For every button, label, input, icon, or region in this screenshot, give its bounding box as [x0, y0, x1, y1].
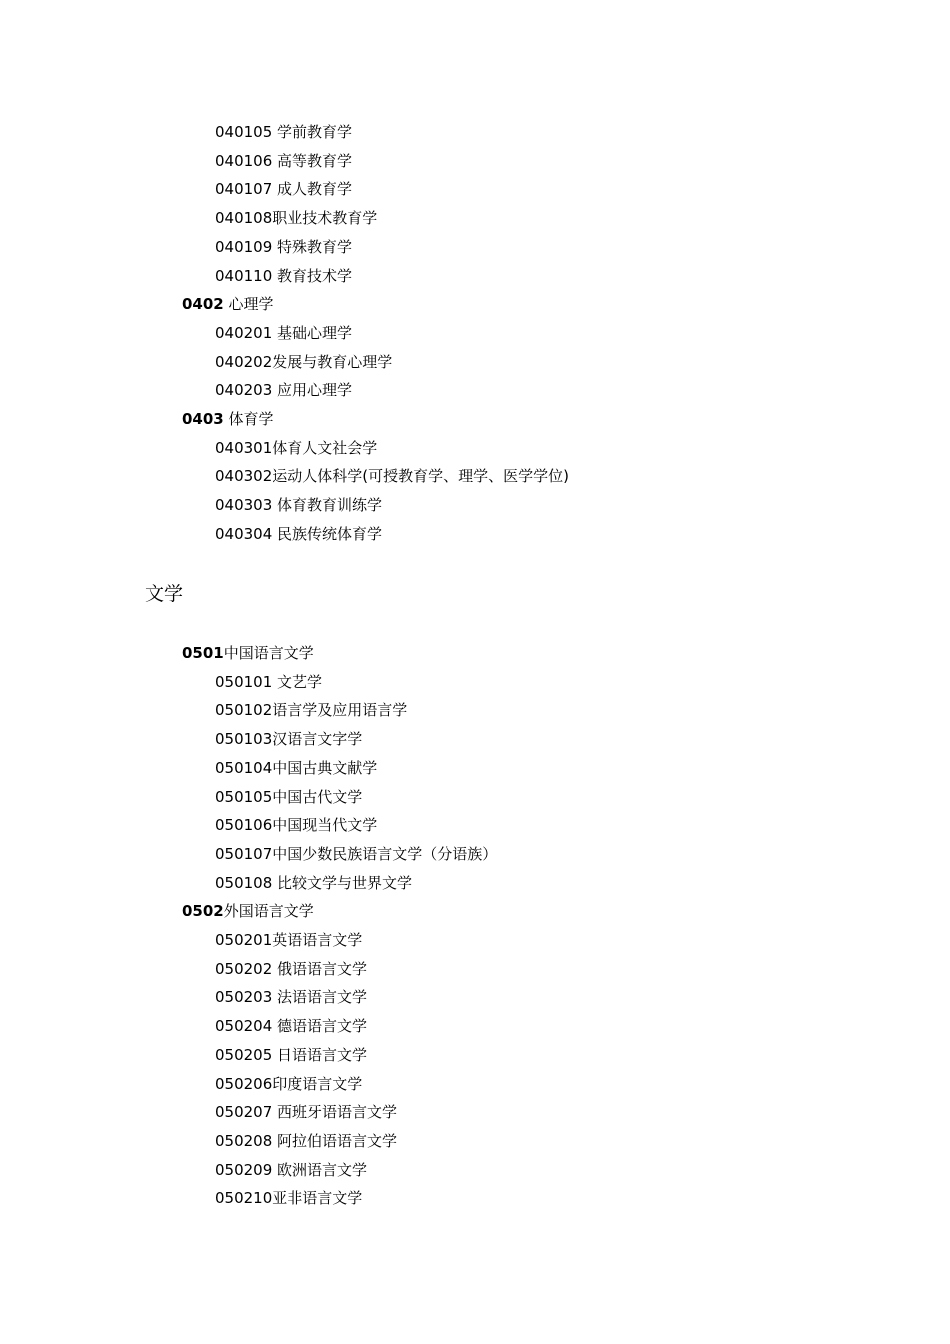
discipline-code: 040202 [215, 353, 273, 371]
discipline-item-row [215, 987, 367, 1007]
discipline-name: 学前教育学 [272, 123, 353, 141]
discipline-code: 040107 [215, 180, 273, 198]
discipline-name: 中国古典文献学 [272, 759, 378, 777]
discipline-name: 体育人文社会学 [272, 439, 378, 457]
discipline-name: 应用心理学 [272, 381, 353, 399]
discipline-code: 040110 [215, 267, 273, 285]
discipline-item-row [215, 151, 352, 171]
discipline-code: 050207 [215, 1103, 273, 1121]
discipline-group-row [182, 409, 274, 429]
discipline-code: 0501 [182, 644, 224, 662]
discipline-item-row [215, 466, 569, 486]
discipline-code: 040302 [215, 467, 273, 485]
discipline-name: 欧洲语言文学 [272, 1161, 368, 1179]
discipline-item-row [215, 959, 367, 979]
discipline-item-row [215, 524, 382, 544]
discipline-item-row [215, 1102, 397, 1122]
discipline-code: 040304 [215, 525, 273, 543]
section-title: 文学 [145, 583, 184, 605]
discipline-name: 中国现当代文学 [272, 816, 378, 834]
discipline-item-row [215, 672, 322, 692]
discipline-code: 050101 [215, 673, 273, 691]
discipline-name: 教育技术学 [272, 267, 353, 285]
discipline-item-row [215, 700, 407, 720]
discipline-code: 040303 [215, 496, 273, 514]
discipline-code: 050107 [215, 845, 273, 863]
discipline-name: 日语语言文学 [272, 1046, 368, 1064]
discipline-item-row [215, 1016, 367, 1036]
discipline-name: 中国少数民族语言文学（分语族） [272, 845, 498, 863]
discipline-name: 体育学 [223, 410, 274, 428]
discipline-name: 亚非语言文学 [272, 1189, 363, 1207]
discipline-item-row [215, 208, 377, 228]
discipline-code: 050104 [215, 759, 273, 777]
discipline-code: 050205 [215, 1046, 273, 1064]
discipline-code: 050202 [215, 960, 273, 978]
discipline-item-row [215, 758, 377, 778]
discipline-item-row [215, 266, 352, 286]
discipline-item-row [215, 495, 382, 515]
discipline-name: 西班牙语语言文学 [272, 1103, 398, 1121]
discipline-name: 基础心理学 [272, 324, 353, 342]
discipline-name: 心理学 [223, 295, 274, 313]
discipline-item-row [215, 787, 362, 807]
discipline-name: 成人教育学 [272, 180, 353, 198]
discipline-name: 印度语言文学 [272, 1075, 363, 1093]
discipline-name: 高等教育学 [272, 152, 353, 170]
discipline-item-row [215, 844, 497, 864]
discipline-item-row [215, 729, 362, 749]
discipline-name: 英语语言文学 [272, 931, 363, 949]
discipline-item-row [215, 323, 352, 343]
discipline-name: 阿拉伯语语言文学 [272, 1132, 398, 1150]
discipline-item-row [215, 179, 352, 199]
discipline-name: 民族传统体育学 [272, 525, 383, 543]
discipline-code: 0402 [182, 295, 224, 313]
discipline-code: 040106 [215, 152, 273, 170]
discipline-code: 0403 [182, 410, 224, 428]
discipline-item-row [215, 380, 352, 400]
discipline-code: 040203 [215, 381, 273, 399]
discipline-name: 体育教育训练学 [272, 496, 383, 514]
discipline-name: 职业技术教育学 [272, 209, 378, 227]
discipline-item-row [215, 1131, 397, 1151]
discipline-code: 040109 [215, 238, 273, 256]
discipline-code: 050102 [215, 701, 273, 719]
discipline-name: 中国古代文学 [272, 788, 363, 806]
discipline-item-row [215, 1045, 367, 1065]
discipline-code: 050209 [215, 1161, 273, 1179]
discipline-item-row [215, 352, 392, 372]
discipline-code: 050105 [215, 788, 273, 806]
discipline-name: 汉语言文字学 [272, 730, 363, 748]
discipline-code: 040108 [215, 209, 273, 227]
discipline-name: 外国语言文学 [223, 902, 314, 920]
discipline-code: 050106 [215, 816, 273, 834]
discipline-name: 发展与教育心理学 [272, 353, 393, 371]
discipline-name: 特殊教育学 [272, 238, 353, 256]
discipline-code: 050108 [215, 874, 273, 892]
discipline-code: 050206 [215, 1075, 273, 1093]
discipline-name: 运动人体科学(可授教育学、理学、医学学位) [272, 467, 569, 485]
discipline-name: 文艺学 [272, 673, 323, 691]
discipline-item-row [215, 1074, 362, 1094]
discipline-code: 050203 [215, 988, 273, 1006]
discipline-item-row [215, 873, 412, 893]
discipline-name: 德语语言文学 [272, 1017, 368, 1035]
discipline-item-row [215, 1188, 362, 1208]
discipline-item-row [215, 1160, 367, 1180]
discipline-code: 040301 [215, 439, 273, 457]
discipline-code: 050103 [215, 730, 273, 748]
discipline-name: 法语语言文学 [272, 988, 368, 1006]
discipline-name: 语言学及应用语言学 [272, 701, 408, 719]
discipline-code: 050210 [215, 1189, 273, 1207]
discipline-item-row [215, 815, 377, 835]
discipline-item-row [215, 438, 377, 458]
discipline-item-row [215, 237, 352, 257]
discipline-code: 050201 [215, 931, 273, 949]
discipline-code: 050204 [215, 1017, 273, 1035]
discipline-group-row [182, 901, 314, 921]
discipline-name: 比较文学与世界文学 [272, 874, 413, 892]
discipline-code: 050208 [215, 1132, 273, 1150]
discipline-name: 俄语语言文学 [272, 960, 368, 978]
discipline-group-row [182, 294, 274, 314]
discipline-code: 040105 [215, 123, 273, 141]
discipline-code: 0502 [182, 902, 224, 920]
discipline-item-row [215, 930, 362, 950]
discipline-item-row [215, 122, 352, 142]
discipline-group-row [182, 643, 314, 663]
discipline-code: 040201 [215, 324, 273, 342]
discipline-name: 中国语言文学 [223, 644, 314, 662]
